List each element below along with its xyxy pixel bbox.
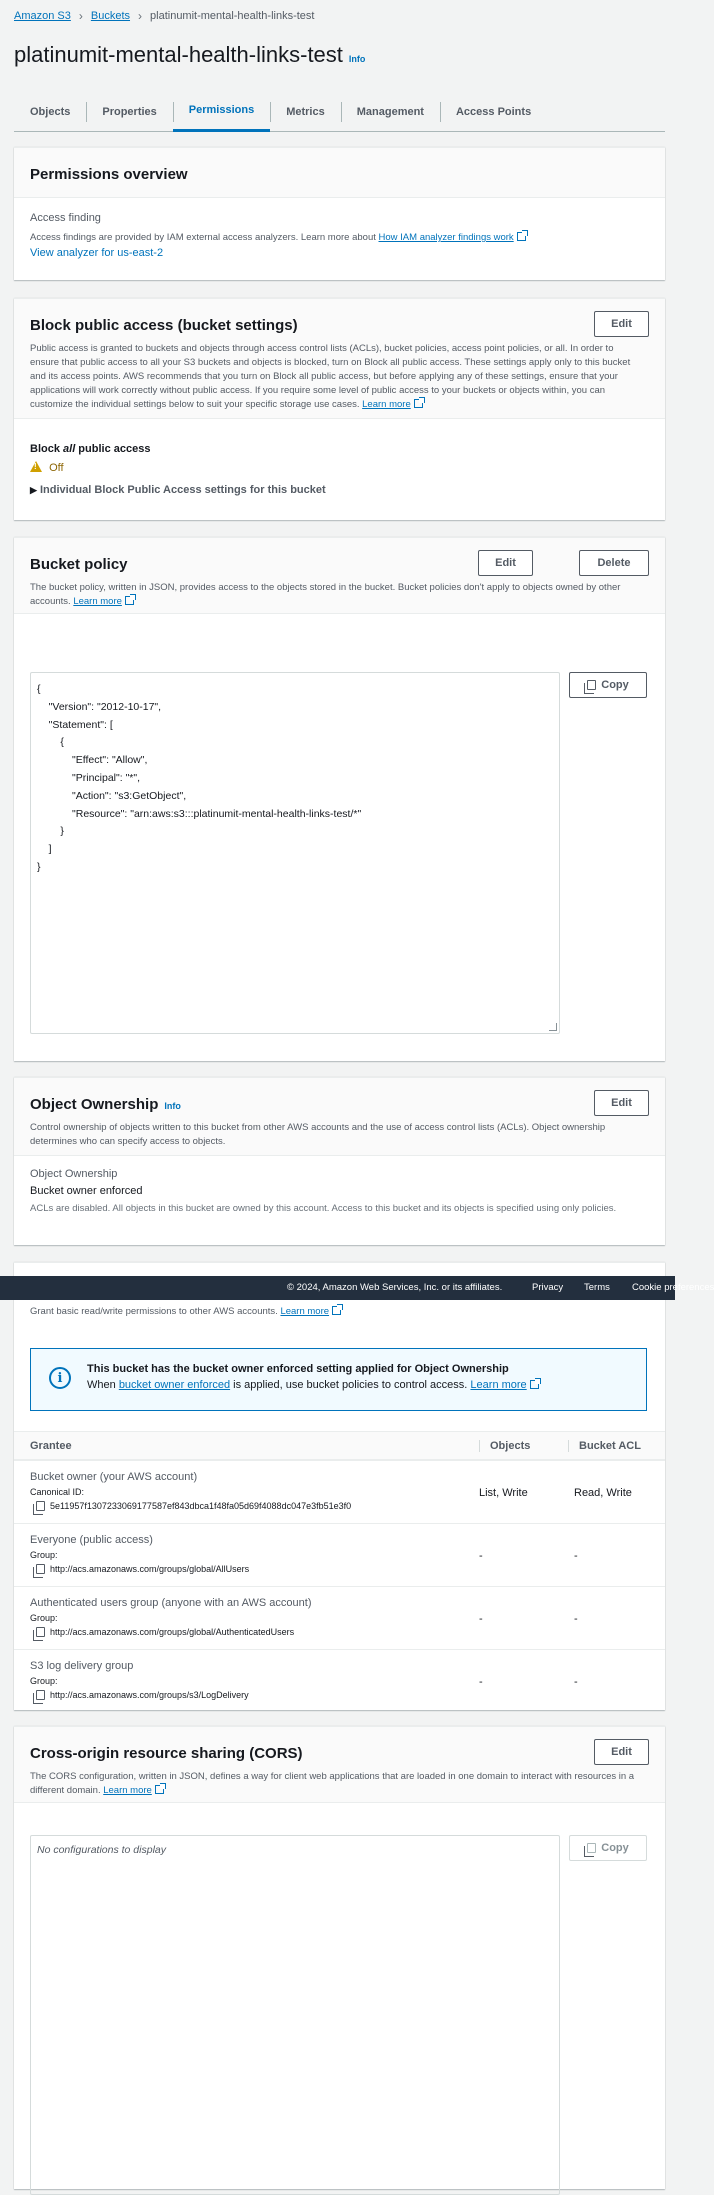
tab-permissions[interactable]: Permissions xyxy=(173,92,270,132)
access-finding-text: Access findings are provided by IAM external access analyzers. Learn more about xyxy=(30,232,376,243)
grantee-name: Everyone (public access) xyxy=(30,1534,153,1546)
breadcrumb xyxy=(14,9,314,23)
object-ownership-panel xyxy=(14,1077,665,1245)
view-analyzer-link[interactable]: View analyzer for us-east-2 xyxy=(30,247,164,259)
grantee-id: http://acs.amazonaws.com/groups/global/AllUsers xyxy=(50,1564,250,1574)
breadcrumb-current: platinumit-mental-health-links-test xyxy=(150,10,315,22)
acl-alert-text-pre: When xyxy=(87,1379,116,1391)
grantee-name: Authenticated users group (anyone with an AWS account) xyxy=(30,1597,312,1609)
acl-alert-title: This bucket has the bucket owner enforced setting applied for Object Ownership xyxy=(87,1363,509,1375)
acl-description: Grant basic read/write permissions to other AWS accounts. xyxy=(30,1306,278,1317)
acl-panel xyxy=(14,1262,665,1710)
cors-copy-button[interactable]: Copy xyxy=(569,1835,647,1861)
acl-learn-more-link[interactable]: Learn more xyxy=(280,1306,330,1317)
policy-edit-button[interactable]: Edit xyxy=(478,550,533,576)
info-circle-icon: i xyxy=(49,1367,71,1389)
cors-edit-button[interactable]: Edit xyxy=(594,1739,649,1765)
chevron-right-icon: › xyxy=(138,9,143,23)
cors-description: The CORS configuration, written in JSON, defines a way for client web applications that are loaded in one domain to interact with resources in a different domain. xyxy=(30,1771,635,1796)
column-bucket-acl: Bucket ACL xyxy=(568,1440,641,1452)
policy-code-editor[interactable] xyxy=(30,672,560,1034)
cors-empty-text: No configurations to display xyxy=(37,1844,166,1856)
bpa-status: Off xyxy=(49,462,64,474)
grantee-bucket-acl: - xyxy=(574,1676,578,1688)
breadcrumb-buckets[interactable]: Buckets xyxy=(90,10,131,22)
access-finding-label: Access finding xyxy=(30,212,101,224)
copy-icon[interactable] xyxy=(36,1690,45,1700)
info-link[interactable]: Info xyxy=(348,54,366,64)
ownership-value: Bucket owner enforced xyxy=(30,1185,143,1197)
external-link-icon xyxy=(414,399,423,408)
tab-metrics[interactable]: Metrics xyxy=(270,92,341,132)
tab-bar xyxy=(14,92,665,132)
footer-terms-link[interactable]: Terms xyxy=(584,1282,610,1293)
cors-learn-more-link[interactable]: Learn more xyxy=(103,1785,152,1796)
column-grantee: Grantee xyxy=(30,1440,72,1452)
grantee-objects: - xyxy=(479,1550,483,1562)
grantee-objects: - xyxy=(479,1676,483,1688)
copy-icon[interactable] xyxy=(36,1564,45,1574)
block-public-access-panel xyxy=(14,298,665,520)
bpa-individual-settings-toggle[interactable]: ▶ Individual Block Public Access settings for this bucket xyxy=(30,484,326,496)
acl-info-alert xyxy=(30,1348,647,1411)
bpa-title: Block public access (bucket settings) xyxy=(30,317,298,334)
permissions-overview-panel xyxy=(14,147,665,280)
grantee-name: S3 log delivery group xyxy=(30,1660,134,1672)
acl-alert-text-post: is applied, use bucket policies to control access. xyxy=(233,1379,468,1391)
bpa-learn-more-link[interactable]: Learn more xyxy=(362,399,411,410)
grantee-bucket-acl: Read, Write xyxy=(574,1487,632,1499)
grantee-sublabel: Group: xyxy=(30,1613,58,1623)
grantee-sublabel: Group: xyxy=(30,1676,58,1686)
policy-description: The bucket policy, written in JSON, provides access to the objects stored in the bucket. Bucket policies don't apply to objects owned by other accounts. xyxy=(30,582,621,607)
page-title: platinumit-mental-health-links-test xyxy=(14,42,343,67)
policy-delete-button[interactable]: Delete xyxy=(579,550,649,576)
external-link-icon xyxy=(332,1306,341,1315)
tab-objects[interactable]: Objects xyxy=(30,105,71,118)
policy-copy-button[interactable]: Copy xyxy=(569,672,647,698)
breadcrumb-amazon-s3[interactable]: Amazon S3 xyxy=(14,10,71,22)
caret-right-icon: ▶ xyxy=(30,485,37,495)
bpa-edit-button[interactable]: Edit xyxy=(594,311,649,337)
grantee-sublabel: Group: xyxy=(30,1550,58,1560)
bpa-description: Public access is granted to buckets and objects through access control lists (ACLs), bucket policies, access point policies, or all. In order to ensure that public access to all your S3 buckets and objects is blocked, turn on Block all public access. These settings apply only to this bucket and its access points. AWS recommends that you turn on Block all public access, but before applying any of these settings, ensure that your applications will work correctly without public access. If you require some level of public access to your buckets or objects within, you can customize the individual settings below to suit your specific storage use cases. xyxy=(30,343,631,410)
acl-table-header xyxy=(14,1431,665,1460)
external-link-icon xyxy=(530,1380,539,1389)
cors-title: Cross-origin resource sharing (CORS) xyxy=(30,1745,303,1762)
bucket-owner-enforced-link[interactable]: bucket owner enforced xyxy=(118,1379,231,1391)
external-link-icon xyxy=(155,1785,164,1794)
table-row xyxy=(14,1649,665,1711)
ownership-note: ACLs are disabled. All objects in this bucket are owned by this account. Access to this bucket and its objects is specified using only policies. xyxy=(30,1203,617,1214)
footer-privacy-link[interactable]: Privacy xyxy=(532,1282,564,1293)
external-link-icon xyxy=(517,232,526,241)
copy-icon[interactable] xyxy=(36,1627,45,1637)
bucket-policy-title: Bucket policy xyxy=(30,556,128,573)
grantee-objects: List, Write xyxy=(479,1487,528,1499)
cors-code-editor[interactable] xyxy=(30,1835,560,2195)
tab-properties[interactable]: Properties xyxy=(86,92,172,132)
ownership-label: Object Ownership xyxy=(30,1168,118,1180)
block-all-label: Block all public access xyxy=(30,443,151,455)
footer-bar xyxy=(0,1276,714,1300)
iam-analyzer-link[interactable]: How IAM analyzer findings work xyxy=(378,232,514,243)
ownership-edit-button[interactable]: Edit xyxy=(594,1090,649,1116)
grantee-id: 5e11957f1307233069177587ef843dbca1f48fa05d69f4088dc047e3fb51e3f0 xyxy=(50,1501,352,1511)
grantee-name: Bucket owner (your AWS account) xyxy=(30,1471,198,1483)
ownership-title: Object Ownership xyxy=(30,1096,159,1113)
copy-icon[interactable] xyxy=(36,1501,45,1511)
chevron-right-icon: › xyxy=(78,9,83,23)
column-objects: Objects xyxy=(479,1440,530,1452)
bucket-policy-panel xyxy=(14,537,665,1061)
grantee-sublabel: Canonical ID: xyxy=(30,1487,85,1497)
warning-icon xyxy=(30,461,42,472)
copy-icon xyxy=(587,1843,596,1853)
grantee-objects: - xyxy=(479,1613,483,1625)
external-link-icon xyxy=(125,596,134,605)
footer-cookie-link[interactable]: Cookie preferences xyxy=(632,1282,714,1293)
policy-learn-more-link[interactable]: Learn more xyxy=(73,596,122,607)
table-row xyxy=(14,1586,665,1649)
copy-icon xyxy=(587,680,596,690)
table-row xyxy=(14,1523,665,1586)
grantee-id: http://acs.amazonaws.com/groups/s3/LogDelivery xyxy=(50,1690,249,1700)
page-header xyxy=(14,42,365,68)
footer-copyright: © 2024, Amazon Web Services, Inc. or its affiliates. xyxy=(287,1282,503,1293)
ownership-description: Control ownership of objects written to this bucket from other AWS accounts and the use of access control lists (ACLs). Object ownership determines who can specify access to objects. xyxy=(30,1122,606,1147)
grantee-id: http://acs.amazonaws.com/groups/global/AuthenticatedUsers xyxy=(50,1627,295,1637)
grantee-bucket-acl: - xyxy=(574,1613,578,1625)
table-row xyxy=(14,1460,665,1523)
tab-access-points[interactable]: Access Points xyxy=(440,92,547,132)
tab-management[interactable]: Management xyxy=(341,92,440,132)
cors-panel xyxy=(14,1726,665,2189)
resize-handle-icon xyxy=(549,1023,557,1031)
acl-alert-learn-more-link[interactable]: Learn more xyxy=(470,1379,527,1391)
grantee-bucket-acl: - xyxy=(574,1550,578,1562)
ownership-info-link[interactable]: Info xyxy=(164,1101,181,1111)
policy-json: { "Version": "2012-10-17", "Statement": [ { "Effect": "Allow", "Principal": "*", "Action": "s3:GetObject", "Resource": "arn:aws:s3:::platinumit-mental-health-links-test/*" } ] } xyxy=(37,683,362,873)
permissions-overview-title: Permissions overview xyxy=(30,166,188,183)
